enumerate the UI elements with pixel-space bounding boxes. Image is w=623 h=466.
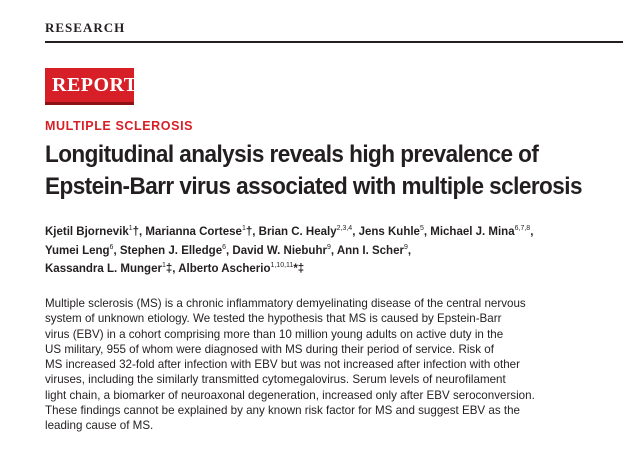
author-list (45, 223, 623, 279)
author[interactable]: Ann I. Scher$^9$ (336, 243, 408, 257)
abstract-line: US military, 955 of whom were diagnosed with MS during their period of service. Risk of (45, 342, 494, 356)
author[interactable]: Alberto Ascherio$^{1,10,11}$*‡ (178, 262, 305, 275)
author[interactable]: Stephen J. Elledge$^6$ (119, 243, 226, 257)
abstract-line: leading cause of MS. (45, 419, 154, 433)
author[interactable]: David W. Niebuhr$^9$ (232, 243, 331, 257)
author[interactable]: Yumei Leng$^6$ (45, 243, 114, 257)
topic-label: MULTIPLE SCLEROSIS (45, 119, 194, 133)
title-line: Longitudinal analysis reveals high prevalence of (45, 141, 539, 168)
title-line: Epstein-Barr virus associated with multiple sclerosis (45, 173, 582, 200)
report-badge-shadow (45, 102, 134, 105)
report-badge-label: REPORT (52, 74, 138, 96)
author[interactable]: Michael J. Mina$^{6,7,8}$ (430, 225, 531, 238)
author[interactable]: Marianna Cortese$^1$† (145, 225, 253, 238)
abstract-line: viruses, including the similarly transmitted cytomegalovirus. Serum levels of neurofilament (45, 373, 506, 387)
abstract (45, 296, 615, 434)
abstract-line: Multiple sclerosis (MS) is a chronic inflammatory demyelinating disease of the central nervous (45, 297, 526, 310)
author[interactable]: Kassandra L. Munger$^1$‡ (45, 262, 173, 275)
author[interactable]: Kjetil Bjornevik$^1$† (45, 225, 140, 238)
author-line: Kjetil Bjornevik$^1$†, Marianna Cortese$^1$†, Brian C. Healy$^{2,3,4}$, Jens Kuhle$^5$, Michael J. Mina$^{6,7,8}$, (45, 225, 534, 238)
abstract-line: light chain, a biomarker of neuroaxonal degeneration, increased only after EBV seroconversion. (45, 388, 535, 402)
section-label: RESEARCH (45, 20, 126, 35)
author[interactable]: Jens Kuhle$^5$ (358, 225, 424, 238)
author-line: Kassandra L. Munger$^1$‡, Alberto Ascherio$^{1,10,11}$*‡ (45, 262, 305, 275)
article-title (45, 139, 582, 203)
abstract-line: MS increased 32-fold after infection with EBV but was not increased after infection with other (45, 358, 520, 372)
abstract-line: virus (EBV) in a cohort comprising more than 10 million young adults on active duty in the (45, 327, 504, 341)
author[interactable]: Brian C. Healy$^{2,3,4}$ (258, 225, 353, 238)
abstract-line: These findings cannot be explained by any known risk factor for MS and suggest EBV as the (45, 404, 520, 418)
report-badge (45, 68, 138, 102)
author-line: Yumei Leng$^6$, Stephen J. Elledge$^6$, David W. Niebuhr$^9$, Ann I. Scher$^9$, (45, 243, 412, 257)
abstract-line: system of unknown etiology. We tested the hypothesis that MS is caused by Epstein-Barr (45, 312, 502, 326)
section-rule (45, 41, 623, 43)
